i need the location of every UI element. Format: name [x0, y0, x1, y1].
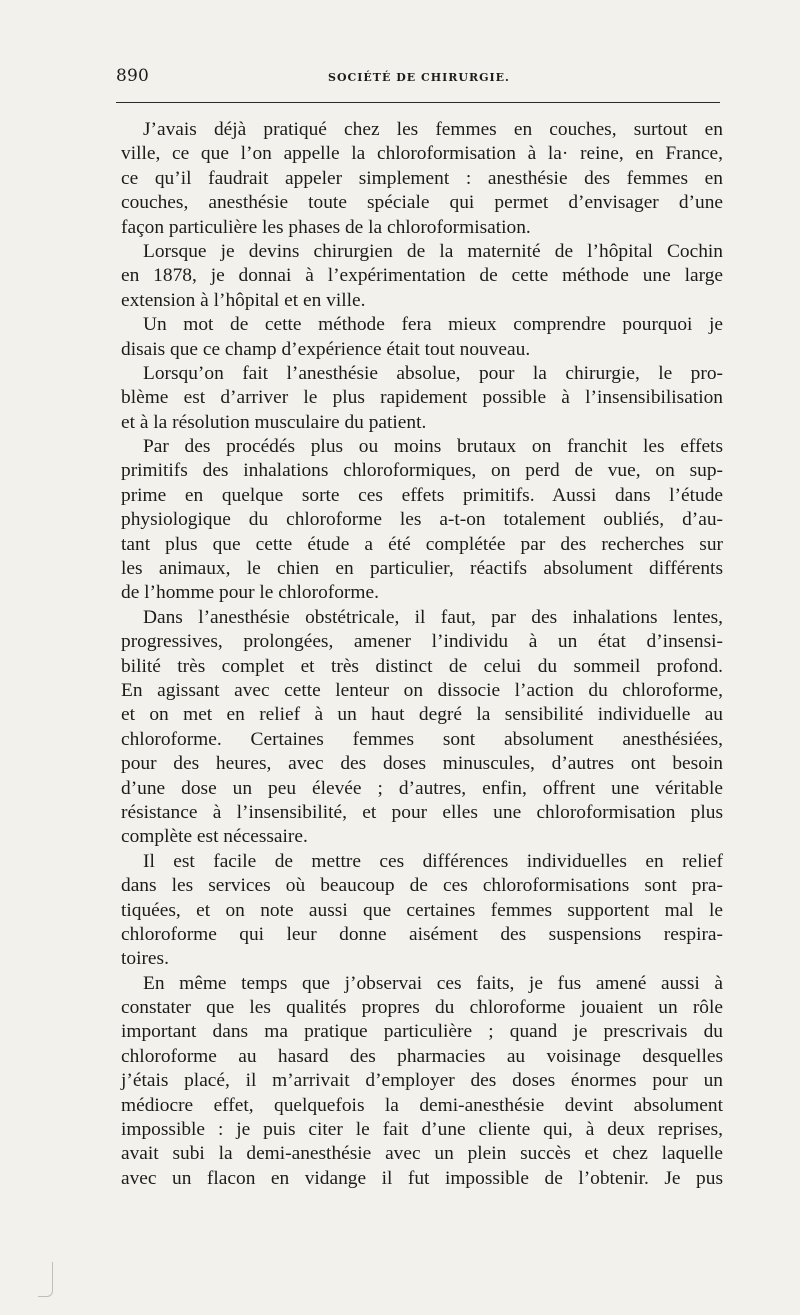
paragraph-6-line-2: progressives, prolongées, amener l’individu à un état d’insensi- [121, 631, 723, 653]
header-rule [116, 102, 720, 103]
page-header [116, 66, 722, 96]
paragraph-6-line-8: d’une dose un peu élevée ; d’autres, enfin, offrent une véritable [121, 777, 723, 799]
paragraph-1-line-4: couches, anesthésie toute spéciale qui permet d’envisager d’une [121, 192, 723, 214]
paragraph-3-line-2: disais que ce champ d’expérience était tout nouveau. [121, 338, 531, 360]
paragraph-6-line-6: chloroforme. Certaines femmes sont absolument anesthésiées, [121, 728, 723, 750]
paragraph-6-line-4: En agissant avec cette lenteur on dissocie l’action du chloroforme, [121, 679, 723, 701]
paragraph-8-line-5: j’étais placé, il m’arrivait d’employer des doses énormes pour un [121, 1070, 723, 1092]
paragraph-5-line-5: tant plus que cette étude a été complétée par des recherches sur [121, 533, 723, 555]
paragraph-7-line-2: dans les services où beaucoup de ces chloroformisations sont pra- [121, 875, 723, 897]
paragraph-5-line-1: Par des procédés plus ou moins brutaux on franchit les effets [143, 436, 723, 458]
paragraph-2-line-2: en 1878, je donnai à l’expérimentation de cette méthode une large [121, 265, 723, 287]
paragraph-5-line-7: de l’homme pour le chloroforme. [121, 582, 379, 604]
paragraph-7-line-1: Il est facile de mettre ces différences individuelles en relief [143, 850, 723, 872]
paragraph-6-line-1: Dans l’anesthésie obstétricale, il faut, par des inhalations lentes, [143, 606, 723, 628]
paper-edge-mark [38, 1262, 53, 1297]
paragraph-1-line-3: ce qu’il faudrait appeler simplement : anesthésie des femmes en [121, 167, 723, 189]
paragraph-2-line-1: Lorsque je devins chirurgien de la maternité de l’hôpital Cochin [143, 240, 723, 262]
paragraph-7-line-4: chloroforme qui leur donne aisément des suspensions respira- [121, 923, 723, 945]
paragraph-5-line-6: les animaux, le chien en particulier, réactifs absolument différents [121, 558, 723, 580]
paragraph-6-line-7: pour des heures, avec des doses minuscules, d’autres ont besoin [121, 753, 723, 775]
paragraph-2-line-3: extension à l’hôpital et en ville. [121, 289, 366, 311]
paragraph-6-line-5: et on met en relief à un haut degré la sensibilité individuelle au [121, 704, 723, 726]
paragraph-5-line-3: prime en quelque sorte ces effets primitifs. Aussi dans l’étude [121, 484, 723, 506]
paragraph-4-line-1: Lorsqu’on fait l’anesthésie absolue, pour la chirurgie, le pro- [143, 362, 723, 384]
paragraph-8-line-4: chloroforme au hasard des pharmacies au voisinage desquelles [121, 1045, 723, 1067]
paragraph-4-line-3: et à la résolution musculaire du patient. [121, 411, 427, 433]
paragraph-8-line-2: constater que les qualités propres du chloroforme jouaient un rôle [121, 997, 723, 1019]
paragraph-8-line-7: impossible : je puis citer le fait d’une cliente qui, à deux reprises, [121, 1119, 723, 1141]
paragraph-5-line-4: physiologique du chloroforme les a-t-on totalement oubliés, d’au- [121, 509, 723, 531]
paragraph-8-line-3: important dans ma pratique particulière ; quand je prescrivais du [121, 1021, 723, 1043]
paragraph-1-line-1: J’avais déjà pratiqué chez les femmes en couches, surtout en [143, 119, 723, 140]
paragraph-8-line-1: En même temps que j’observai ces faits, je fus amené aussi à [143, 972, 723, 994]
paragraph-1-line-2: ville, ce que l’on appelle la chloroformisation à la· reine, en France, [121, 143, 723, 165]
paragraph-8-line-9: avec un flacon en vidange il fut impossible de l’obtenir. Je pus [121, 1167, 723, 1189]
paragraph-6-line-10: complète est nécessaire. [121, 826, 308, 848]
running-title: SOCIÉTÉ DE CHIRURGIE. [328, 71, 510, 84]
paragraph-5-line-2: primitifs des inhalations chloroformiques, on perd de vue, on sup- [121, 460, 723, 482]
body-text [121, 118, 723, 1191]
paragraph-8-line-6: médiocre effet, quelquefois la demi-anesthésie devint absolument [121, 1094, 723, 1116]
paragraph-3-line-1: Un mot de cette méthode fera mieux comprendre pourquoi je [143, 314, 723, 336]
paragraph-1-line-5: façon particulière les phases de la chloroformisation. [121, 216, 531, 238]
paragraph-6-line-3: bilité très complet et très distinct de celui du sommeil profond. [121, 655, 723, 677]
paragraph-7-line-5: toires. [121, 948, 169, 970]
paragraph-4-line-2: blème est d’arriver le plus rapidement possible à l’insensibilisation [121, 387, 723, 409]
page-number: 890 [116, 66, 150, 86]
paragraph-7-line-3: tiquées, et on note aussi que certaines femmes supportent mal le [121, 899, 723, 921]
paragraph-8-line-8: avait subi la demi-anesthésie avec un plein succès et chez laquelle [121, 1143, 723, 1165]
paragraph-6-line-9: résistance à l’insensibilité, et pour elles une chloroformisation plus [121, 801, 723, 823]
